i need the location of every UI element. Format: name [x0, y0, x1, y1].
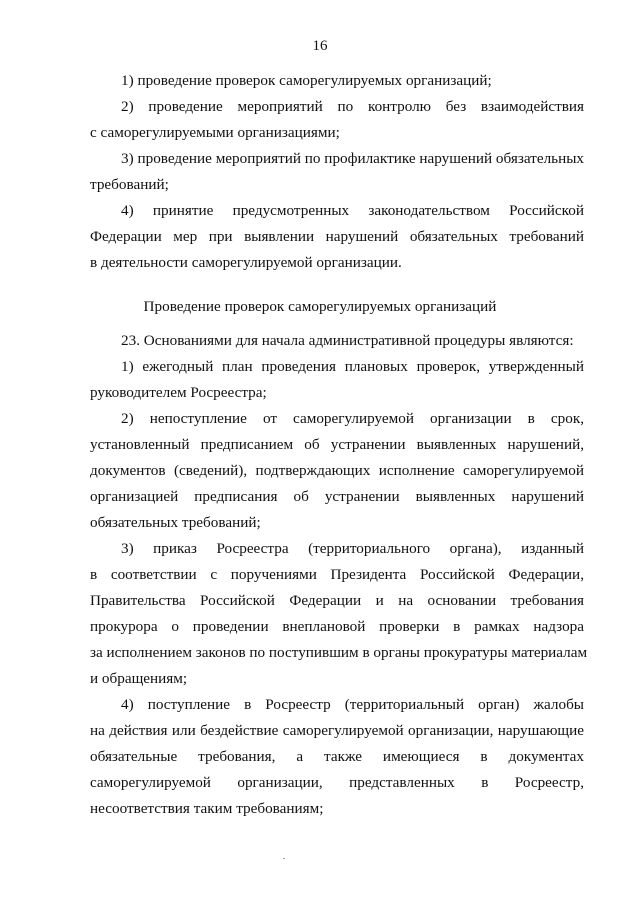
- list-item-text: несоответствия таким требованиям;: [90, 800, 324, 817]
- scan-speck: [283, 858, 285, 859]
- list-item-text: 2) проведение мероприятий по контролю без взаимодействия: [121, 98, 584, 115]
- list-item-text: Правительства Российской Федерации и на основании требования: [90, 592, 584, 609]
- list-item-text: 1) проведение проверок саморегулируемых организаций;: [121, 72, 492, 89]
- list-item-text: за исполнением законов по поступившим в органы прокуратуры материалам: [90, 644, 588, 661]
- list-item-text: Федерации мер при выявлении нарушений обязательных требований: [90, 228, 584, 245]
- list-item-text: в соответствии с поручениями Президента Российской Федерации,: [90, 566, 584, 583]
- list-item-text: на действия или бездействие саморегулируемой организации, нарушающие: [90, 722, 584, 739]
- paragraph-text: 23. Основаниями для начала административной процедуры являются:: [121, 332, 574, 349]
- page-number: 16: [312, 38, 328, 54]
- section-heading: Проведение проверок саморегулируемых организаций: [143, 298, 497, 315]
- list-item-text: с саморегулируемыми организациями;: [90, 124, 340, 141]
- list-item-text: руководителем Росреестра;: [90, 384, 267, 401]
- list-item-text: прокурора о проведении внеплановой проверки в рамках надзора: [90, 618, 584, 635]
- list-item-text: 3) приказ Росреестра (территориального органа), изданный: [121, 540, 584, 557]
- list-item-text: в деятельности саморегулируемой организации.: [90, 254, 402, 271]
- list-item-text: 4) принятие предусмотренных законодательством Российской: [121, 202, 584, 219]
- list-item-text: обязательные требования, а также имеющиеся в документах: [90, 748, 584, 765]
- list-item-text: установленный предписанием об устранении выявленных нарушений,: [90, 436, 584, 453]
- list-item-text: требований;: [90, 176, 169, 193]
- list-item-text: 3) проведение мероприятий по профилактике нарушений обязательных: [121, 150, 584, 167]
- list-item-text: и обращениям;: [90, 670, 188, 687]
- list-item-text: 1) ежегодный план проведения плановых проверок, утвержденный: [121, 358, 584, 375]
- list-item-text: организацией предписания об устранении выявленных нарушений: [90, 488, 584, 505]
- list-item-text: 4) поступление в Росреестр (территориальный орган) жалобы: [121, 696, 584, 713]
- list-item-text: обязательных требований;: [90, 514, 261, 531]
- list-item-text: 2) непоступление от саморегулируемой организации в срок,: [121, 410, 584, 427]
- list-item-text: саморегулируемой организации, представленных в Росреестр,: [90, 774, 584, 791]
- list-item-text: документов (сведений), подтверждающих исполнение саморегулируемой: [90, 462, 584, 479]
